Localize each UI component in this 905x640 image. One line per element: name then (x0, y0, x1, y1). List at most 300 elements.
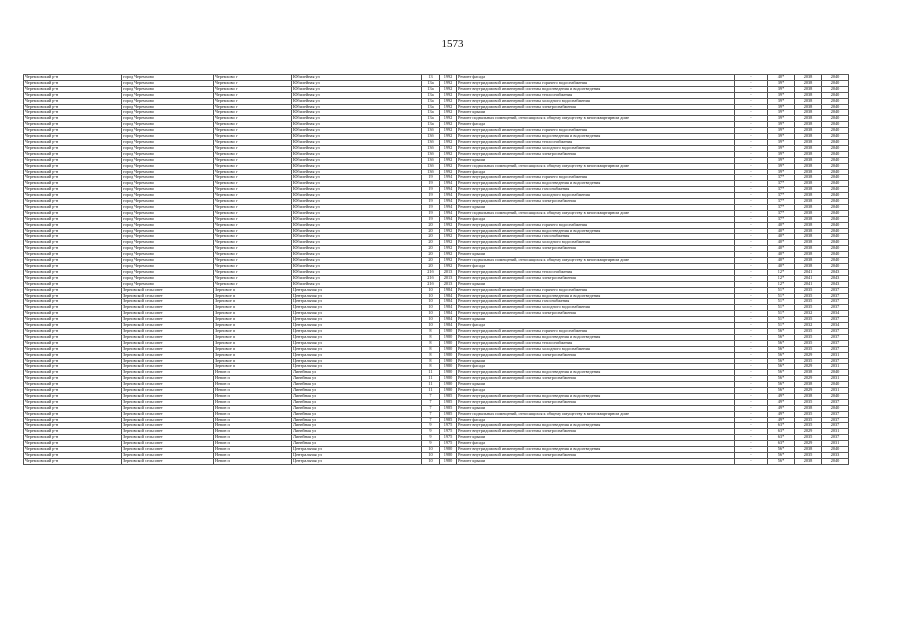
cell-house-number: 21б (422, 275, 440, 281)
cell-settlement: Невон п (214, 423, 292, 429)
cell-dash: - (735, 169, 768, 175)
cell-settlement: Черемхово г (214, 181, 292, 187)
cell-work-type: Ремонт внутридомовой инженерной системы холодного водоснабжения (457, 145, 735, 151)
cell-house-number: 19 (422, 204, 440, 210)
cell-house-number: 13 (422, 75, 440, 81)
cell-wear: 40* (768, 240, 795, 246)
cell-street: Линейная ул (292, 405, 422, 411)
cell-settlement: Невон п (214, 411, 292, 417)
cell-work-type: Ремонт крыши (457, 435, 735, 441)
cell-work-type: Ремонт внутридомовой инженерной системы холодного водоснабжения (457, 305, 735, 311)
cell-house-number: 21б (422, 269, 440, 275)
cell-municipality: Зерновской сельсовет (122, 393, 214, 399)
cell-work-type: Ремонт внутридомовой инженерной системы электроснабжения (457, 429, 735, 435)
cell-dash: - (735, 275, 768, 281)
cell-start-year: 2035 (795, 305, 822, 311)
cell-street: Юбилейная ул (292, 86, 422, 92)
cell-street: Центральная ул (292, 311, 422, 317)
cell-settlement: Черемхово г (214, 281, 292, 287)
cell-start-year: 2032 (795, 311, 822, 317)
cell-end-year: 2040 (822, 405, 849, 411)
cell-municipality: город Черемхово (122, 222, 214, 228)
cell-district: Черемховский р-н (24, 187, 122, 193)
cell-work-type: Ремонт внутридомовой инженерной системы водоотведения и водоотведения (457, 423, 735, 429)
cell-settlement: Черемхово г (214, 122, 292, 128)
cell-municipality: город Черемхово (122, 210, 214, 216)
cell-house-number: 13б (422, 128, 440, 134)
cell-end-year: 2040 (822, 228, 849, 234)
cell-wear: 37* (768, 204, 795, 210)
cell-wear: 39* (768, 145, 795, 151)
cell-start-year: 2038 (795, 75, 822, 81)
cell-municipality: город Черемхово (122, 139, 214, 145)
cell-year-built: 2013 (440, 281, 457, 287)
cell-house-number: 20 (422, 234, 440, 240)
cell-start-year: 2038 (795, 240, 822, 246)
cell-dash: - (735, 222, 768, 228)
cell-start-year: 2032 (795, 323, 822, 329)
cell-start-year: 2038 (795, 228, 822, 234)
cell-year-built: 1992 (440, 264, 457, 270)
cell-street: Линейная ул (292, 388, 422, 394)
cell-dash: - (735, 305, 768, 311)
cell-end-year: 2034 (822, 323, 849, 329)
cell-end-year: 2040 (822, 210, 849, 216)
cell-start-year: 2035 (795, 328, 822, 334)
cell-end-year: 2037 (822, 423, 849, 429)
cell-year-built: 1992 (440, 222, 457, 228)
cell-house-number: 10 (422, 305, 440, 311)
cell-end-year: 2040 (822, 370, 849, 376)
cell-district: Черемховский р-н (24, 151, 122, 157)
cell-district: Черемховский р-н (24, 199, 122, 205)
cell-street: Центральная ул (292, 447, 422, 453)
cell-work-type: Ремонт внутридомовой инженерной системы холодного водоснабжения (457, 346, 735, 352)
cell-municipality: город Черемхово (122, 187, 214, 193)
cell-work-type: Ремонт внутридомовой инженерной системы теплоснабжения (457, 92, 735, 98)
cell-house-number: 7 (422, 393, 440, 399)
cell-start-year: 2038 (795, 110, 822, 116)
cell-street: Линейная ул (292, 429, 422, 435)
cell-end-year: 2040 (822, 151, 849, 157)
cell-start-year: 2038 (795, 222, 822, 228)
cell-start-year: 2041 (795, 269, 822, 275)
cell-house-number: 19 (422, 181, 440, 187)
cell-house-number: 13а (422, 98, 440, 104)
cell-wear: 40* (768, 234, 795, 240)
cell-settlement: Невон п (214, 405, 292, 411)
cell-year-built: 1992 (440, 228, 457, 234)
cell-district: Черемховский р-н (24, 110, 122, 116)
cell-end-year: 2040 (822, 80, 849, 86)
cell-municipality: Зерновской сельсовет (122, 328, 214, 334)
cell-year-built: 1992 (440, 145, 457, 151)
cell-house-number: 10 (422, 458, 440, 464)
cell-dash: - (735, 204, 768, 210)
cell-start-year: 2038 (795, 175, 822, 181)
cell-year-built: 1992 (440, 163, 457, 169)
cell-settlement: Черемхово г (214, 216, 292, 222)
cell-street: Юбилейная ул (292, 228, 422, 234)
cell-municipality: город Черемхово (122, 134, 214, 140)
cell-end-year: 2031 (822, 376, 849, 382)
cell-street: Юбилейная ул (292, 210, 422, 216)
cell-settlement: Зерновое п (214, 323, 292, 329)
cell-year-built: 1984 (440, 311, 457, 317)
cell-dash: - (735, 110, 768, 116)
cell-wear: 56* (768, 334, 795, 340)
cell-municipality: Зерновской сельсовет (122, 429, 214, 435)
cell-year-built: 1980 (440, 340, 457, 346)
cell-dash: - (735, 287, 768, 293)
cell-dash: - (735, 405, 768, 411)
cell-street: Центральная ул (292, 340, 422, 346)
cell-end-year: 2040 (822, 181, 849, 187)
cell-house-number: 8 (422, 340, 440, 346)
cell-street: Юбилейная ул (292, 175, 422, 181)
cell-municipality: Зерновской сельсовет (122, 311, 214, 317)
cell-settlement: Черемхово г (214, 157, 292, 163)
cell-end-year: 2040 (822, 169, 849, 175)
cell-settlement: Черемхово г (214, 228, 292, 234)
cell-municipality: город Черемхово (122, 151, 214, 157)
cell-settlement: Зерновое п (214, 328, 292, 334)
cell-district: Черемховский р-н (24, 346, 122, 352)
cell-wear: 37* (768, 175, 795, 181)
cell-street: Линейная ул (292, 423, 422, 429)
cell-house-number: 9 (422, 429, 440, 435)
cell-wear: 49* (768, 411, 795, 417)
cell-dash: - (735, 122, 768, 128)
cell-dash: - (735, 264, 768, 270)
cell-dash: - (735, 75, 768, 81)
cell-municipality: город Черемхово (122, 175, 214, 181)
cell-street: Юбилейная ул (292, 275, 422, 281)
cell-dash: - (735, 441, 768, 447)
cell-end-year: 2031 (822, 429, 849, 435)
cell-district: Черемховский р-н (24, 228, 122, 234)
cell-house-number: 13а (422, 80, 440, 86)
cell-settlement: Черемхово г (214, 264, 292, 270)
cell-start-year: 2035 (795, 435, 822, 441)
cell-dash: - (735, 86, 768, 92)
cell-wear: 12* (768, 275, 795, 281)
cell-municipality: Зерновской сельсовет (122, 305, 214, 311)
cell-settlement: Зерновое п (214, 305, 292, 311)
cell-house-number: 19 (422, 199, 440, 205)
cell-settlement: Невон п (214, 447, 292, 453)
cell-house-number: 8 (422, 328, 440, 334)
cell-end-year: 2040 (822, 116, 849, 122)
cell-wear: 39* (768, 169, 795, 175)
cell-year-built: 1992 (440, 75, 457, 81)
cell-street: Центральная ул (292, 287, 422, 293)
cell-street: Юбилейная ул (292, 187, 422, 193)
cell-district: Черемховский р-н (24, 458, 122, 464)
cell-start-year: 2038 (795, 169, 822, 175)
cell-wear: 39* (768, 134, 795, 140)
cell-street: Линейная ул (292, 376, 422, 382)
cell-street: Центральная ул (292, 364, 422, 370)
cell-end-year: 2037 (822, 328, 849, 334)
cell-year-built: 1992 (440, 139, 457, 145)
cell-house-number: 19 (422, 210, 440, 216)
cell-municipality: Зерновской сельсовет (122, 317, 214, 323)
cell-district: Черемховский р-н (24, 269, 122, 275)
cell-work-type: Ремонт крыши (457, 358, 735, 364)
cell-wear: 37* (768, 187, 795, 193)
cell-house-number: 10 (422, 317, 440, 323)
cell-start-year: 2035 (795, 340, 822, 346)
cell-wear: 49* (768, 393, 795, 399)
cell-work-type: Ремонт фасада (457, 216, 735, 222)
page-number: 1573 (441, 38, 464, 50)
cell-municipality: город Черемхово (122, 163, 214, 169)
cell-dash: - (735, 80, 768, 86)
cell-end-year: 2040 (822, 458, 849, 464)
cell-wear: 39* (768, 151, 795, 157)
cell-work-type: Ремонт внутридомовой инженерной системы электроснабжения (457, 246, 735, 252)
cell-wear: 49* (768, 405, 795, 411)
cell-settlement: Зерновое п (214, 340, 292, 346)
cell-house-number: 21б (422, 281, 440, 287)
cell-work-type: Ремонт подвальных помещений, относящихся к общему имуществу в многоквартирном доме (457, 116, 735, 122)
cell-work-type: Ремонт фасада (457, 169, 735, 175)
cell-street: Юбилейная ул (292, 204, 422, 210)
cell-dash: - (735, 376, 768, 382)
cell-start-year: 2035 (795, 399, 822, 405)
cell-district: Черемховский р-н (24, 323, 122, 329)
cell-work-type: Ремонт внутридомовой инженерной системы горячего водоснабжения (457, 80, 735, 86)
capital-repair-register-table (23, 74, 849, 465)
cell-settlement: Черемхово г (214, 116, 292, 122)
cell-end-year: 2040 (822, 175, 849, 181)
cell-dash: - (735, 453, 768, 459)
cell-start-year: 2035 (795, 423, 822, 429)
cell-settlement: Черемхово г (214, 86, 292, 92)
cell-end-year: 2040 (822, 234, 849, 240)
cell-dash: - (735, 258, 768, 264)
cell-end-year: 2037 (822, 435, 849, 441)
cell-street: Юбилейная ул (292, 240, 422, 246)
cell-settlement: Зерновое п (214, 287, 292, 293)
cell-wear: 56* (768, 352, 795, 358)
cell-street: Юбилейная ул (292, 252, 422, 258)
cell-work-type: Ремонт внутридомовой инженерной системы водоотведения и водоотведения (457, 370, 735, 376)
cell-end-year: 2040 (822, 110, 849, 116)
cell-year-built: 1994 (440, 204, 457, 210)
cell-wear: 56* (768, 447, 795, 453)
cell-municipality: город Черемхово (122, 258, 214, 264)
cell-municipality: город Черемхово (122, 98, 214, 104)
cell-end-year: 2040 (822, 86, 849, 92)
cell-house-number: 19 (422, 175, 440, 181)
cell-dash: - (735, 163, 768, 169)
cell-municipality: Зерновской сельсовет (122, 376, 214, 382)
cell-work-type: Ремонт внутридомовой инженерной системы водоотведения и водоотведения (457, 393, 735, 399)
cell-start-year: 2035 (795, 317, 822, 323)
cell-dash: - (735, 358, 768, 364)
cell-year-built: 1980 (440, 388, 457, 394)
cell-end-year: 2043 (822, 275, 849, 281)
cell-year-built: 1980 (440, 453, 457, 459)
cell-district: Черемховский р-н (24, 423, 122, 429)
cell-settlement: Черемхово г (214, 204, 292, 210)
cell-start-year: 2029 (795, 441, 822, 447)
cell-end-year: 2040 (822, 252, 849, 258)
cell-settlement: Невон п (214, 435, 292, 441)
cell-municipality: город Черемхово (122, 269, 214, 275)
cell-settlement: Невон п (214, 441, 292, 447)
cell-municipality: город Черемхово (122, 204, 214, 210)
cell-wear: 40* (768, 222, 795, 228)
cell-end-year: 2040 (822, 92, 849, 98)
cell-end-year: 2040 (822, 204, 849, 210)
cell-year-built: 1992 (440, 110, 457, 116)
cell-work-type: Ремонт фасада (457, 441, 735, 447)
cell-wear: 51* (768, 299, 795, 305)
cell-municipality: Зерновской сельсовет (122, 435, 214, 441)
cell-dash: - (735, 334, 768, 340)
cell-dash: - (735, 435, 768, 441)
cell-wear: 40* (768, 258, 795, 264)
cell-dash: - (735, 128, 768, 134)
cell-street: Линейная ул (292, 382, 422, 388)
cell-start-year: 2035 (795, 334, 822, 340)
cell-year-built: 1980 (440, 334, 457, 340)
cell-year-built: 1985 (440, 411, 457, 417)
cell-year-built: 1992 (440, 80, 457, 86)
cell-dash: - (735, 364, 768, 370)
cell-street: Юбилейная ул (292, 134, 422, 140)
cell-street: Юбилейная ул (292, 139, 422, 145)
cell-settlement: Черемхово г (214, 128, 292, 134)
cell-house-number: 10 (422, 453, 440, 459)
cell-year-built: 1984 (440, 305, 457, 311)
cell-district: Черемховский р-н (24, 352, 122, 358)
cell-year-built: 1985 (440, 417, 457, 423)
cell-street: Центральная ул (292, 293, 422, 299)
cell-start-year: 2038 (795, 393, 822, 399)
cell-year-built: 1984 (440, 299, 457, 305)
cell-year-built: 1980 (440, 358, 457, 364)
cell-dash: - (735, 193, 768, 199)
cell-street: Центральная ул (292, 299, 422, 305)
cell-settlement: Черемхово г (214, 139, 292, 145)
cell-settlement: Зерновое п (214, 317, 292, 323)
cell-municipality: город Черемхово (122, 157, 214, 163)
cell-end-year: 2040 (822, 193, 849, 199)
cell-end-year: 2037 (822, 358, 849, 364)
cell-year-built: 1975 (440, 435, 457, 441)
cell-year-built: 1975 (440, 423, 457, 429)
cell-municipality: Зерновской сельсовет (122, 458, 214, 464)
cell-year-built: 1992 (440, 252, 457, 258)
cell-street: Юбилейная ул (292, 234, 422, 240)
cell-municipality: город Черемхово (122, 281, 214, 287)
cell-wear: 56* (768, 388, 795, 394)
cell-dash: - (735, 210, 768, 216)
cell-dash: - (735, 423, 768, 429)
cell-municipality: Зерновской сельсовет (122, 287, 214, 293)
cell-dash: - (735, 328, 768, 334)
cell-district: Черемховский р-н (24, 299, 122, 305)
cell-start-year: 2038 (795, 98, 822, 104)
cell-year-built: 1992 (440, 258, 457, 264)
cell-settlement: Невон п (214, 393, 292, 399)
cell-settlement: Зерновое п (214, 346, 292, 352)
cell-house-number: 9 (422, 435, 440, 441)
cell-dash: - (735, 175, 768, 181)
cell-start-year: 2038 (795, 122, 822, 128)
cell-settlement: Черемхово г (214, 258, 292, 264)
cell-work-type: Ремонт внутридомовой инженерной системы электроснабжения (457, 311, 735, 317)
cell-street: Юбилейная ул (292, 116, 422, 122)
cell-settlement: Невон п (214, 458, 292, 464)
cell-wear: 40* (768, 75, 795, 81)
cell-wear: 39* (768, 128, 795, 134)
cell-end-year: 2040 (822, 199, 849, 205)
cell-street: Юбилейная ул (292, 157, 422, 163)
cell-dash: - (735, 281, 768, 287)
cell-municipality: Зерновской сельсовет (122, 423, 214, 429)
cell-start-year: 2038 (795, 92, 822, 98)
cell-dash: - (735, 199, 768, 205)
cell-wear: 39* (768, 86, 795, 92)
cell-dash: - (735, 417, 768, 423)
cell-wear: 51* (768, 287, 795, 293)
cell-wear: 40* (768, 246, 795, 252)
table-row (24, 458, 849, 464)
cell-start-year: 2038 (795, 139, 822, 145)
cell-start-year: 2029 (795, 364, 822, 370)
cell-dash: - (735, 246, 768, 252)
cell-house-number: 13а (422, 92, 440, 98)
cell-wear: 39* (768, 80, 795, 86)
cell-end-year: 2040 (822, 240, 849, 246)
cell-year-built: 1992 (440, 151, 457, 157)
cell-end-year: 2040 (822, 157, 849, 163)
cell-dash: - (735, 145, 768, 151)
cell-start-year: 2038 (795, 382, 822, 388)
cell-settlement: Невон п (214, 453, 292, 459)
cell-district: Черемховский р-н (24, 429, 122, 435)
cell-house-number: 13б (422, 139, 440, 145)
cell-wear: 37* (768, 181, 795, 187)
cell-municipality: Зерновской сельсовет (122, 364, 214, 370)
cell-end-year: 2040 (822, 258, 849, 264)
cell-work-type: Ремонт внутридомовой инженерной системы водоотведения и водоотведения (457, 181, 735, 187)
cell-house-number: 20 (422, 246, 440, 252)
cell-district: Черемховский р-н (24, 86, 122, 92)
cell-work-type: Ремонт крыши (457, 110, 735, 116)
cell-municipality: Зерновской сельсовет (122, 399, 214, 405)
cell-dash: - (735, 151, 768, 157)
cell-wear: 37* (768, 193, 795, 199)
cell-settlement: Невон п (214, 399, 292, 405)
cell-start-year: 2038 (795, 458, 822, 464)
cell-work-type: Ремонт внутридомовой инженерной системы теплоснабжения (457, 340, 735, 346)
cell-wear: 39* (768, 92, 795, 98)
cell-start-year: 2038 (795, 134, 822, 140)
cell-house-number: 19 (422, 193, 440, 199)
cell-district: Черемховский р-н (24, 311, 122, 317)
cell-district: Черемховский р-н (24, 116, 122, 122)
cell-street: Юбилейная ул (292, 104, 422, 110)
cell-work-type: Ремонт крыши (457, 204, 735, 210)
cell-district: Черемховский р-н (24, 417, 122, 423)
cell-start-year: 2038 (795, 151, 822, 157)
